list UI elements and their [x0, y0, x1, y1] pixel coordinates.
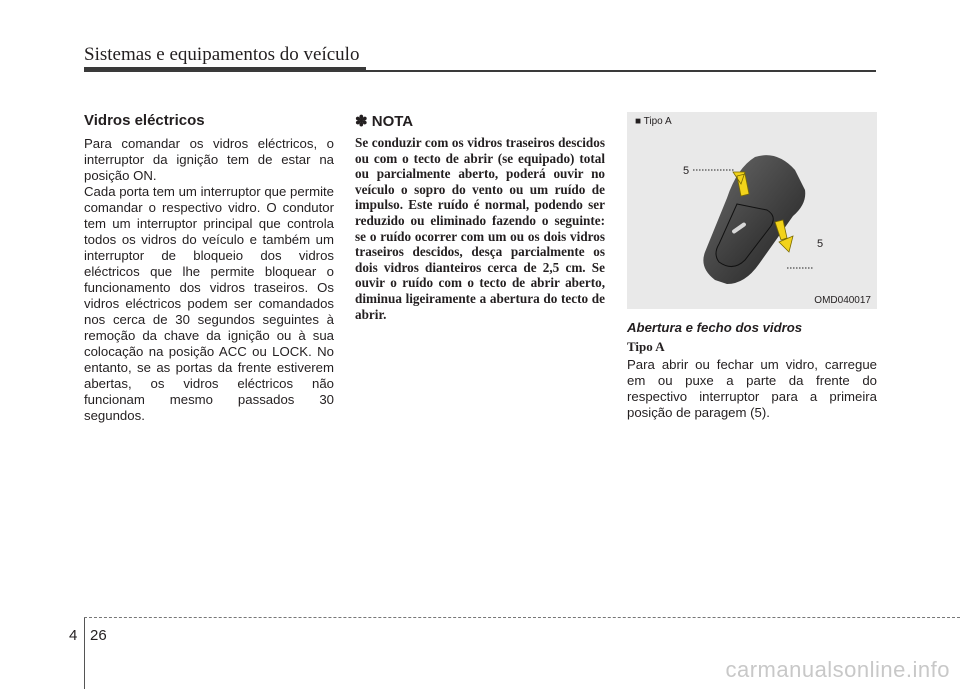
note-body: Se conduzir com os vidros traseiros descidos ou com o tecto de abrir (se equipado) total ou parcialmente aberto, poderá ouvir no veículo o sopro do vento ou um ruído de impulso. Este ruído é normal, podendo ser reduzido ou eliminado fazendo o seguinte: se o ruído ocorrer com um ou os dois vidros traseiros descidos, desça parcialmente os dois vidros dianteiros cerca de 2,5 cm. Se ouvir o ruído com o tecto de abrir aberto, diminua ligeiramente a abertura do tecto de abrir.: [355, 135, 605, 322]
window-switch-illustration: [627, 112, 877, 309]
running-header: Sistemas e equipamentos do veículo: [84, 44, 360, 65]
column-left: [84, 112, 334, 424]
figure-code: OMD040017: [814, 295, 871, 306]
header-rule-thin: [366, 70, 876, 72]
note-heading: [355, 112, 605, 130]
window-switch-figure: [627, 112, 877, 309]
column-right: [627, 112, 877, 421]
footer-rule: [84, 617, 960, 618]
paragraph: Para comandar os vidros eléctricos, o interruptor da ignição tem de estar na posição ON.: [84, 136, 334, 183]
paragraph: Cada porta tem um interruptor que permite comandar o respectivo vidro. O condutor tem um interruptor principal que controla todos os vidros do veículo e também um interruptor de bloqueio dos vidros eléctricos que lhe permite bloquear o funcionamento dos vidros traseiros. Os vidros eléctricos podem ser comandados nos cerca de 30 segundos seguintes à remoção da chave da ignição ou à sua colocação na posição ACC ou LOCK. No entanto, se as portas da frente estiverem abertas, os vidros eléctricos não funcionam mesmo passados 30 segundos.: [84, 184, 334, 423]
section-heading: Vidros eléctricos: [84, 112, 205, 129]
type-label: Tipo A: [627, 339, 665, 354]
header-rule-thick: [84, 67, 366, 72]
asterisk-icon: ✽: [355, 113, 368, 130]
figure-caption: Abertura e fecho dos vidros: [627, 320, 803, 335]
chapter-number: 4: [69, 627, 78, 644]
label-up: 5: [683, 165, 690, 177]
footer-vertical-rule: [84, 617, 85, 689]
label-down: 5: [817, 238, 824, 250]
paragraph: Para abrir ou fechar um vidro, carregue em ou puxe a parte da frente do respectivo interruptor para a primeira posição de paragem (5).: [627, 357, 877, 420]
page-number: 26: [90, 627, 107, 644]
watermark: carmanualsonline.info: [725, 657, 950, 682]
column-middle: [355, 112, 605, 322]
note-title: NOTA: [371, 113, 414, 130]
figure-type-tag: ■ Tipo A: [635, 116, 672, 127]
